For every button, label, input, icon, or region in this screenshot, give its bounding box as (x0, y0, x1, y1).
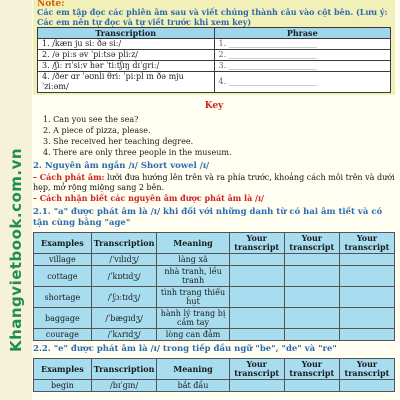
table-header-row (34, 233, 395, 254)
transcription-cell: /bɪˈɡɪn/ (91, 380, 157, 392)
phrase-blank[interactable]: 4. ______________________ (214, 72, 391, 93)
key-list (33, 114, 395, 158)
row-number: 4. (42, 72, 50, 81)
section-title: 2. Nguyên âm ngắn /ɪ/ Short vowel /ɪ/ (33, 161, 210, 171)
row-number: 3. (42, 61, 50, 70)
transcription-text: /ʃiː rɪˈsiːv hər ˈtiːtʃɪŋ dɪˈɡriː/ (52, 61, 160, 70)
meaning-cell: bắt đầu (157, 380, 229, 392)
transcription-text: /kæn ju siː ðə siː/ (52, 39, 122, 48)
table-row (34, 287, 395, 308)
transcription-cell: /ˈkɒtɪdʒ/ (91, 266, 157, 287)
your-transcript-cell[interactable] (339, 380, 394, 392)
your-transcript-cell[interactable] (229, 308, 284, 329)
note-text: Các em tập đọc các phiên âm sau và viết chúng thành câu vào cột bên. (Lưu ý: Các em nên tự đọc và tự viết trước khi xem key) (37, 7, 388, 27)
list-item: 4. There are only three people in the museum. (43, 148, 232, 157)
your-transcript-cell[interactable] (284, 287, 339, 308)
transcription-cell: /ˈkʌrɪdʒ/ (91, 329, 157, 341)
example-cell: village (34, 254, 92, 266)
table-header-row (34, 359, 395, 380)
table-header-row (38, 28, 391, 39)
row-number: 2. (42, 50, 50, 59)
your-transcript-cell[interactable] (229, 266, 284, 287)
meaning-cell: lòng can đảm (157, 329, 229, 341)
meaning-cell: nhà tranh, lều tranh (157, 266, 229, 287)
subsection-title: 2.2. "e" được phát âm là /ɪ/ trong tiếp đầu ngữ "be", "de" và "re" (33, 344, 337, 354)
transcription-cell: /ˈʃɔːtɪdʒ/ (91, 287, 157, 308)
your-transcript-cell[interactable] (284, 380, 339, 392)
identification-line (33, 193, 395, 204)
your-transcript-cell[interactable] (284, 329, 339, 341)
watermark-text: Khangvietbook.com.vn (7, 147, 26, 353)
table-row (34, 266, 395, 287)
transcription-cell: /ˈbæɡɪdʒ/ (91, 308, 157, 329)
your-transcript-cell[interactable] (229, 329, 284, 341)
column-header: Transcription (38, 28, 215, 39)
example-cell: cottage (34, 266, 92, 287)
column-header: Your transcript (229, 359, 284, 380)
pronunciation-line (33, 172, 395, 193)
example-cell: begin (34, 380, 92, 392)
list-item: 2. A piece of pizza, please. (43, 126, 151, 135)
note-box (33, 0, 395, 95)
table-row (34, 254, 395, 266)
table-row (34, 308, 395, 329)
meaning-cell: làng xã (157, 254, 229, 266)
vowel-table-e (33, 358, 395, 392)
vowel-table-a (33, 232, 395, 341)
row-number: 1. (42, 39, 50, 48)
your-transcript-cell[interactable] (339, 266, 394, 287)
table-row (38, 39, 391, 50)
note-label: Note: (37, 0, 65, 7)
your-transcript-cell[interactable] (339, 287, 394, 308)
your-transcript-cell[interactable] (229, 254, 284, 266)
your-transcript-cell[interactable] (284, 266, 339, 287)
column-header: Your transcript (284, 233, 339, 254)
transcription-cell: /ˈvɪlɪdʒ/ (91, 254, 157, 266)
document-page (33, 0, 395, 392)
column-header: Transcription (91, 233, 157, 254)
list-item: 3. She received her teaching degree. (43, 137, 194, 146)
pronunciation-text: lưỡi đưa hướng lên trên và ra phía trước, khoảng cách môi trên và dưới hẹp, mở rộng miệng sang 2 bên. (33, 173, 395, 192)
table-row (38, 50, 391, 61)
meaning-cell: tình trạng thiếu hụt (157, 287, 229, 308)
your-transcript-cell[interactable] (339, 254, 394, 266)
your-transcript-cell[interactable] (229, 380, 284, 392)
transcription-text: /ə piːs əv ˈpiːtsə pliːz/ (52, 50, 138, 59)
phonetics-table (37, 27, 391, 93)
table-row (34, 329, 395, 341)
transcription-cell (38, 61, 215, 72)
your-transcript-cell[interactable] (229, 287, 284, 308)
subsection-title: 2.1. "a" được phát âm là /ɪ/ khi đối với những danh từ có hai âm tiết và có tận cùng bằng "age" (33, 207, 383, 228)
transcription-cell (38, 50, 215, 61)
list-item: 1. Can you see the sea? (43, 115, 139, 124)
column-header: Examples (34, 233, 92, 254)
phrase-blank[interactable]: 3. ______________________ (214, 61, 391, 72)
column-header: Your transcript (339, 233, 394, 254)
your-transcript-cell[interactable] (339, 308, 394, 329)
your-transcript-cell[interactable] (284, 308, 339, 329)
your-transcript-cell[interactable] (284, 254, 339, 266)
table-row (38, 61, 391, 72)
pronunciation-label: – Cách phát âm: (33, 172, 105, 182)
column-header: Your transcript (229, 233, 284, 254)
column-header: Transcription (91, 359, 157, 380)
example-cell: courage (34, 329, 92, 341)
table-row (38, 72, 391, 93)
column-header: Examples (34, 359, 92, 380)
column-header: Meaning (157, 359, 229, 380)
transcription-cell (38, 72, 215, 93)
your-transcript-cell[interactable] (339, 329, 394, 341)
column-header: Phrase (214, 28, 391, 39)
phrase-blank[interactable]: 1. ______________________ (214, 39, 391, 50)
phrase-blank[interactable]: 2. ______________________ (214, 50, 391, 61)
column-header: Meaning (157, 233, 229, 254)
transcription-text: /ðer ɑr ˈəʊnli θriː ˈpiːpl ɪn ðə mjuˈziːəm/ (42, 72, 184, 91)
key-title: Key (204, 101, 224, 111)
watermark (6, 120, 26, 380)
transcription-cell (38, 39, 215, 50)
identification-label: – Cách nhận biết các nguyên âm được phát âm là /ɪ/ (33, 193, 264, 203)
table-row (34, 380, 395, 392)
column-header: Your transcript (339, 359, 394, 380)
meaning-cell: hành lý trang bị cầm tay (157, 308, 229, 329)
example-cell: baggage (34, 308, 92, 329)
column-header: Your transcript (284, 359, 339, 380)
example-cell: shortage (34, 287, 92, 308)
